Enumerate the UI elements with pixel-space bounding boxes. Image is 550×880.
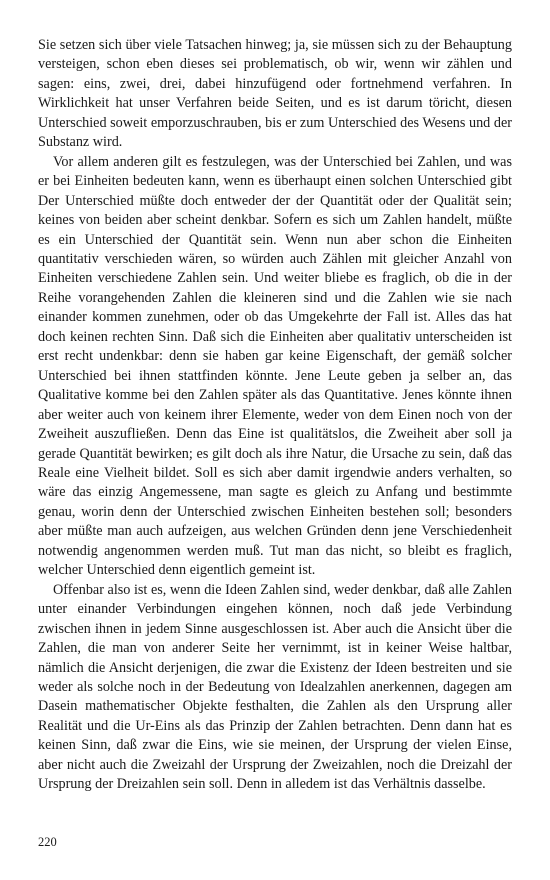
- paragraph-1: Sie setzen sich über viele Tatsachen hinweg; ja, sie müssen sich zu der Behauptung versteigen, schon eben dieses sei problematisch, ob wir, wenn wir zählen und sagen: eins, zwei, drei, dabei hinzufügend oder fortnehmend verfahren. In Wirklichkeit hat unser Verfahren beide Seiten, und es ist darum töricht, diesen Unterschied soweit emporzuschrauben, bis er zum Unterschied des Wesens und der Substanz wird.: [38, 37, 512, 151]
- page-body: [38, 36, 512, 795]
- paragraph-2: Vor allem anderen gilt es festzulegen, was der Unterschied bei Zahlen, und was er bei Einheiten bedeuten kann, wenn es überhaupt einen solchen Unterschied gibt Der Unterschied müßte doch entweder der der Quantität oder der Qualität sein; keines von beiden aber scheint denkbar. Sofern es sich um Zahlen handelt, müßte es ein Unterschied der Quantität sein. Wenn nun aber schon die Einheiten quantitativ verschieden wären, so würden auch Zählen mit gleicher Anzahl von Einheiten verschiedene Zahlen sein. Und weiter bliebe es fraglich, ob die in der Reihe vorangehenden Zahlen die kleineren sind und die Zahlen wie sie nach einander kommen zunehmen, oder ob das Umgekehrte der Fall ist. Alles das hat doch keinen rechten Sinn. Daß sich die Einheiten aber qualitativ unterscheiden ist erst recht undenkbar: denn sie haben gar keine Eigenschaft, der gemäß solcher Unterschied bei ihnen stattfinden könnte. Jene Leute geben ja selber an, das Qualitative komme bei den Zahlen später als das Quantitative. Jenes könnte ihnen aber weiter auch von keinem ihrer Elemente, weder von dem Einen noch von der Zweiheit auszufließen. Denn das Eine ist qualitätslos, die Zweiheit aber soll ja gerade Quantität bewirken; es gilt doch als ihre Natur, die Ursache zu sein, daß das Reale eine Vielheit bildet. Soll es sich aber damit irgendwie anders verhalten, so wäre das einzig Angemessene, man sagte es gleich zu Anfang und bestimmte genau, worin denn der Unterschied zwischen Einheiten bestehen soll; besonders aber müßte man auch aufzeigen, aus welchen Gründen denn jene Verschiedenheit notwendig angenommen werden muß. Tut man das nicht, so bleibt es fraglich, welcher Unterschied denn eigentlich gemeint ist.: [38, 153, 512, 579]
- page-number: 220: [38, 835, 57, 849]
- paragraph-3: Offenbar also ist es, wenn die Ideen Zahlen sind, weder denkbar, daß alle Zahlen unter einander Verbindungen eingehen können, noch daß jede Verbindung zwischen ihnen in jedem Sinne ausgeschlossen ist. Aber auch die Ansicht über die Zahlen, die man von anderer Seite her vernimmt, ist in keiner Weise haltbar, nämlich die Ansicht derjenigen, die zwar die Existenz der Ideen bestreiten und sie weder als solche noch in der Bedeutung von Idealzahlen anerkennen, dagegen am Dasein mathematischer Objekte festhalten, die Zahlen als den Ursprung aller Realität und die Ur-Eins als das Prinzip der Zahlen betrachten. Denn dann hat es keinen Sinn, daß zwar die Eins, wie sie meinen, der Ursprung der vielen Einse, aber nicht auch die Zweizahl der Ursprung der Zweizahlen, noch die Dreizahl der Ursprung der Dreizahlen sein soll. Denn in alledem ist das Verhältnis dasselbe.: [38, 581, 512, 793]
